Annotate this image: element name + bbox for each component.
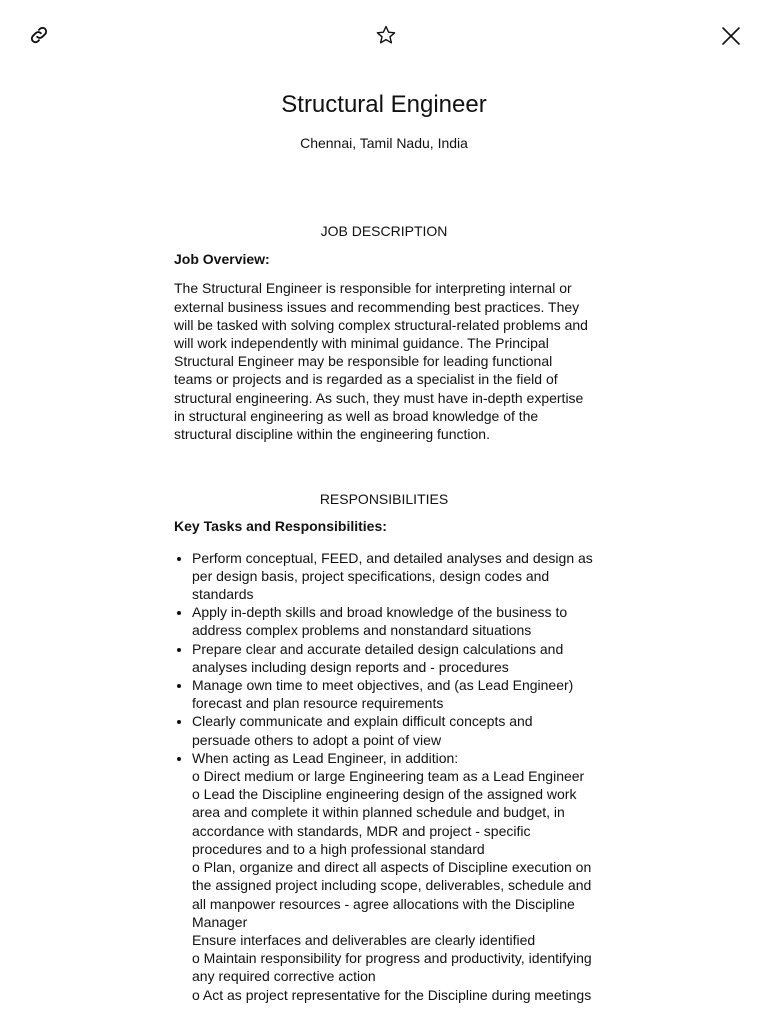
sub-item: o Act as project representative for the Discipline during meetings [192, 986, 592, 1003]
job-title: Structural Engineer [281, 91, 487, 118]
sub-item: o Maintain responsibility for progress and productivity, identifying any required corrective action [192, 950, 592, 985]
sub-item: Ensure interfaces and deliverables are clearly identified [192, 931, 536, 948]
sub-item: o Plan, organize and direct all aspects of Discipline execution on the assigned project including scope, deliverables, schedule and all manpower resources - agree allocations with the Discipline Manager [192, 859, 592, 930]
list-item: • Clearly communicate and explain difficult concepts and persuade others to adopt a point of view [192, 712, 594, 748]
job-overview-label: Job Overview: [174, 251, 270, 268]
job-content [174, 222, 594, 1004]
job-location: Chennai, Tamil Nadu, India [300, 135, 468, 151]
close-button[interactable] [719, 24, 743, 48]
save-job-button[interactable] [374, 23, 398, 47]
list-item: • Prepare clear and accurate detailed design calculations and analyses including design reports and - procedures [192, 640, 594, 676]
link-icon [28, 24, 50, 46]
close-icon [719, 24, 743, 48]
job-overview-text: The Structural Engineer is responsible for interpreting internal or external business issues and recommending best practices. They will be tasked with solving complex structural-related problems and will work independently with minimal guidance. The Principal Structural Engineer may be responsible for leading functional teams or projects and is regarded as a specialist in the field of structural engineering. As such, they must have in-depth expertise in structural engineering as well as broad knowledge of the structural discipline within the engineering function. [174, 280, 588, 443]
sub-item: o Lead the Discipline engineering design of the assigned work area and complete it within planned schedule and budget, in accordance with standards, MDR and project - specific procedures and to a high professional standard [192, 786, 577, 857]
job-description-heading: JOB DESCRIPTION [320, 223, 448, 239]
key-tasks-label: Key Tasks and Responsibilities: [174, 518, 387, 535]
list-item: • Manage own time to meet objectives, and (as Lead Engineer) forecast and plan resource requirements [192, 676, 594, 712]
copy-link-button[interactable] [28, 24, 50, 46]
sub-item: o Direct medium or large Engineering team as a Lead Engineer [192, 768, 585, 785]
list-item: • Apply in-depth skills and broad knowledge of the business to address complex problems and nonstandard situations [192, 603, 594, 639]
list-item: • Perform conceptual, FEED, and detailed analyses and design as per design basis, project specifications, design codes and standards [192, 549, 594, 604]
lead-engineer-intro: • When acting as Lead Engineer, in addition: [192, 749, 459, 766]
responsibilities-heading: RESPONSIBILITIES [319, 491, 449, 508]
star-icon [374, 23, 398, 47]
list-item [192, 749, 594, 1004]
responsibilities-list [174, 549, 594, 1004]
